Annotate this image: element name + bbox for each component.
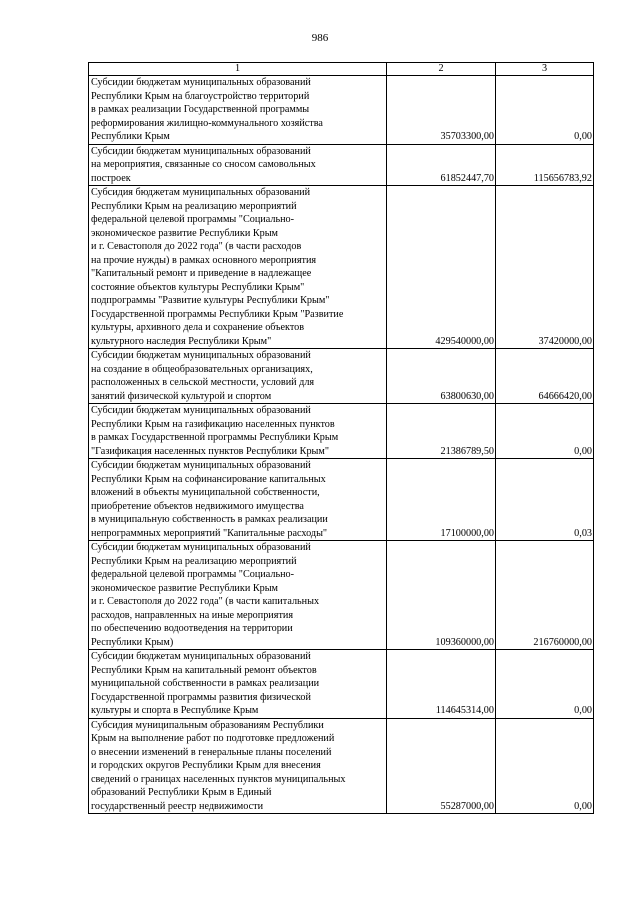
row-amount-col3: 0,00 bbox=[496, 76, 594, 145]
column-header-2: 2 bbox=[387, 63, 496, 76]
row-description: Субсидии бюджетам муниципальных образований Республики Крым на газификацию населенных пунктов в рамках Государственной программы Республики Крым "Газификация населенных пунктов Республики Крым" bbox=[89, 404, 387, 459]
row-amount-col3: 0,00 bbox=[496, 718, 594, 814]
table-row bbox=[89, 541, 594, 650]
table-row bbox=[89, 650, 594, 719]
row-amount-col3: 216760000,00 bbox=[496, 541, 594, 650]
page-number: 986 bbox=[311, 32, 329, 44]
row-amount-col2: 63800630,00 bbox=[387, 349, 496, 404]
table-row bbox=[89, 404, 594, 459]
table-row bbox=[89, 459, 594, 541]
row-amount-col2: 429540000,00 bbox=[387, 186, 496, 349]
row-amount-col2: 55287000,00 bbox=[387, 718, 496, 814]
row-description: Субсидии бюджетам муниципальных образований Республики Крым на софинансирование капитальных вложений в объекты муниципальной собственности, приобретение объектов недвижимого имущества в муниципальную собственность в рамках реализации непрограммных мероприятий "Капитальные расходы" bbox=[89, 459, 387, 541]
table-row bbox=[89, 349, 594, 404]
budget-table bbox=[88, 62, 594, 814]
row-amount-col3: 115656783,92 bbox=[496, 144, 594, 186]
row-amount-col2: 114645314,00 bbox=[387, 650, 496, 719]
row-amount-col2: 109360000,00 bbox=[387, 541, 496, 650]
row-description: Субсидии бюджетам муниципальных образований на создание в общеобразовательных организациях, расположенных в сельской местности, условий для занятий физической культурой и спортом bbox=[89, 349, 387, 404]
row-amount-col2: 61852447,70 bbox=[387, 144, 496, 186]
row-description: Субсидия муниципальным образованиям Республики Крым на выполнение работ по подготовке предложений о внесении изменений в генеральные планы поселений и городских округов Республики Крым для внесения сведений о границах населенных пунктов муниципальных образований Республики Крым в Единый государственный реестр недвижимости bbox=[89, 718, 387, 814]
row-amount-col2: 17100000,00 bbox=[387, 459, 496, 541]
table-header-row bbox=[89, 63, 594, 76]
row-description: Субсидии бюджетам муниципальных образований Республики Крым на реализацию мероприятий федеральной целевой программы "Социально- экономическое развитие Республики Крым и г. Севастополя до 2022 года" (в части капитальных расходов, направленных на иные мероприятия по обеспечению водоотведения на территории Республики Крым) bbox=[89, 541, 387, 650]
row-description: Субсидии бюджетам муниципальных образований Республики Крым на благоустройство территорий в рамках реализации Государственной программы реформирования жилищно-коммунального хозяйства Республики Крым bbox=[89, 76, 387, 145]
row-description: Субсидия бюджетам муниципальных образований Республики Крым на реализацию мероприятий федеральной целевой программы "Социально- экономическое развитие Республики Крым и г. Севастополя до 2022 года" (в части расходов на прочие нужды) в рамках основного мероприятия "Капитальный ремонт и приведение в надлежащее состояние объектов культуры Республики Крым" подпрограммы "Развитие культуры Республики Крым" Государственной программы Республики Крым "Развитие культуры, архивного дела и сохранение объектов культурного наследия Республики Крым" bbox=[89, 186, 387, 349]
row-amount-col3: 0,00 bbox=[496, 650, 594, 719]
table-row bbox=[89, 718, 594, 814]
row-description: Субсидии бюджетам муниципальных образований на мероприятия, связанные со сносом самовольных построек bbox=[89, 144, 387, 186]
table-row bbox=[89, 144, 594, 186]
table-row bbox=[89, 186, 594, 349]
row-amount-col3: 0,00 bbox=[496, 404, 594, 459]
row-amount-col2: 35703300,00 bbox=[387, 76, 496, 145]
column-header-1: 1 bbox=[89, 63, 387, 76]
row-amount-col3: 37420000,00 bbox=[496, 186, 594, 349]
row-amount-col3: 0,03 bbox=[496, 459, 594, 541]
row-description: Субсидии бюджетам муниципальных образований Республики Крым на капитальный ремонт объектов муниципальной собственности в рамках реализации Государственной программы развития физической культуры и спорта в Республике Крым bbox=[89, 650, 387, 719]
row-amount-col3: 64666420,00 bbox=[496, 349, 594, 404]
table-row bbox=[89, 76, 594, 145]
column-header-3: 3 bbox=[496, 63, 594, 76]
row-amount-col2: 21386789,50 bbox=[387, 404, 496, 459]
